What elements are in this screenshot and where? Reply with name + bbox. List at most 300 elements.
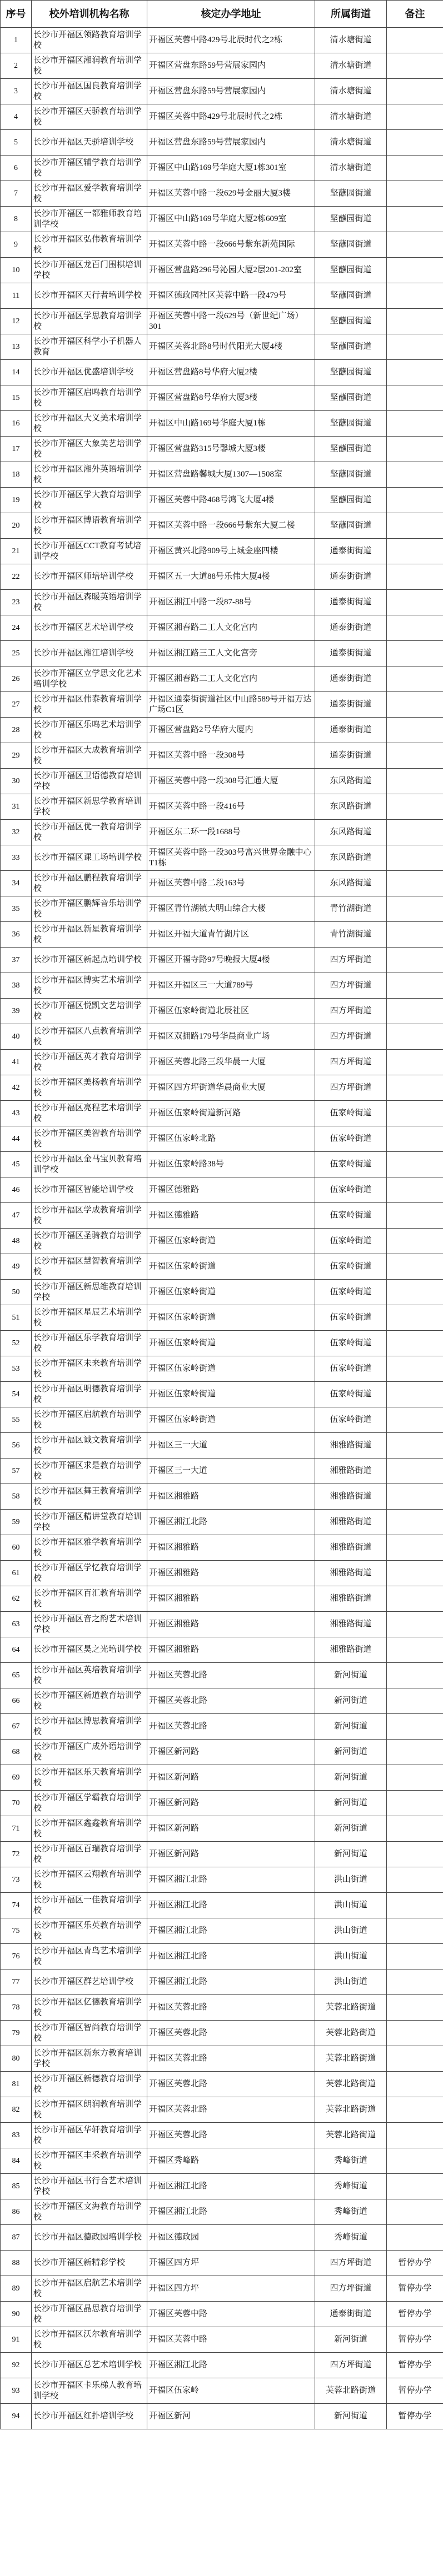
table-row [1,283,443,309]
row-number-cell: 63 [1,1612,32,1637]
table-row [1,2199,443,2225]
table-row [1,2021,443,2046]
street-cell: 东风路街道 [315,794,387,820]
street-cell: 湘雅路街道 [315,1586,387,1612]
row-number-cell: 45 [1,1152,32,1177]
note-cell [387,1918,443,1944]
table-row [1,1637,443,1663]
address-cell: 开福区伍家岭 [147,2378,315,2404]
street-cell: 清水塘街道 [315,79,387,104]
table-row [1,334,443,360]
address-cell: 开福区三一大道 [147,1433,315,1459]
street-cell: 青竹湖街道 [315,922,387,948]
school-name-cell: 长沙市开福区课工场培训学校 [32,845,147,871]
row-number-cell: 16 [1,411,32,437]
row-number-cell: 17 [1,437,32,462]
address-cell: 开福区湘雅路 [147,1612,315,1637]
address-cell: 开福区营盘东路59号营展家园内 [147,53,315,79]
table-row [1,743,443,769]
school-name-cell: 长沙市开福区鹏程教育培训学校 [32,871,147,896]
row-number-cell: 94 [1,2404,32,2429]
note-cell [387,615,443,641]
address-cell: 开福区芙蓉北路 [147,1995,315,2021]
row-number-cell: 48 [1,1229,32,1254]
row-number-cell: 23 [1,590,32,615]
street-cell: 秀峰街道 [315,2174,387,2199]
table-row [1,973,443,999]
table-row [1,1791,443,1816]
address-cell: 开福区德政园社区芙蓉中路一段479号 [147,283,315,309]
address-cell: 开福区双拥路179号华晨商业广场 [147,1024,315,1050]
school-name-cell: 长沙市开福区新思维教育培训学校 [32,1280,147,1305]
note-cell [387,1867,443,1893]
row-number-cell: 20 [1,513,32,539]
address-cell: 开福区芙蓉中路一段666号紫东新苑国际 [147,232,315,258]
school-name-cell: 长沙市开福区大义美术培训学校 [32,411,147,437]
table-row [1,641,443,666]
note-cell [387,896,443,922]
table-row [1,1331,443,1356]
address-cell: 开福区营盘路8号华府大厦2楼 [147,360,315,385]
table-row [1,53,443,79]
note-cell [387,1356,443,1382]
street-cell: 通泰街街道 [315,2302,387,2327]
row-number-cell: 6 [1,156,32,181]
row-number-cell: 33 [1,845,32,871]
street-cell: 伍家岭街道 [315,1382,387,1407]
street-cell: 清水塘街道 [315,53,387,79]
note-cell [387,79,443,104]
row-number-cell: 59 [1,1510,32,1535]
school-name-cell: 长沙市开福区雅学教育培训学校 [32,1535,147,1561]
street-cell: 坚蘸园街道 [315,181,387,207]
street-cell: 秀峰街道 [315,2199,387,2225]
note-cell [387,130,443,156]
row-number-cell: 18 [1,462,32,488]
school-name-cell: 长沙市开福区广成外语培训学校 [32,1740,147,1765]
table-row [1,1995,443,2021]
address-cell: 开福区芙蓉北路 [147,1663,315,1688]
school-name-cell: 长沙市开福区新东方教育培训学校 [32,2046,147,2072]
table-row [1,2225,443,2251]
table-row [1,539,443,564]
school-name-cell: 长沙市开福区一佳教育培训学校 [32,1893,147,1918]
table-row [1,1101,443,1126]
table-row [1,769,443,794]
school-name-cell: 长沙市开福区优一教育培训学校 [32,820,147,845]
note-cell [387,258,443,283]
row-number-cell: 11 [1,283,32,309]
street-cell: 通泰街街道 [315,718,387,743]
street-cell: 洪山街道 [315,1893,387,1918]
street-cell: 伍家岭街道 [315,1331,387,1356]
street-cell: 坚蘸园街道 [315,207,387,232]
table-row [1,2148,443,2174]
address-cell: 开福区伍家岭北路 [147,1126,315,1152]
table-row [1,615,443,641]
street-cell: 坚蘸园街道 [315,232,387,258]
school-name-cell: 长沙市开福区百汇教育培训学校 [32,1586,147,1612]
row-number-cell: 49 [1,1254,32,1280]
table-row [1,1535,443,1561]
address-cell: 开福区营盘路296号沁园大厦2层201-202室 [147,258,315,283]
note-cell [387,2097,443,2123]
street-cell: 四方坪街道 [315,2353,387,2378]
row-number-cell: 36 [1,922,32,948]
address-cell: 开福区湘雅路 [147,1586,315,1612]
address-cell: 开福区芙蓉中路一段308号汇通大厦 [147,769,315,794]
address-cell: 开福区新河 [147,2404,315,2429]
street-cell: 坚蘸园街道 [315,283,387,309]
address-cell: 开福区黄兴北路909号上城金座四楼 [147,539,315,564]
table-row [1,1305,443,1331]
note-cell [387,1637,443,1663]
table-row [1,513,443,539]
note-cell [387,1944,443,1969]
school-name-cell: 长沙市开福区一都雅师教育培训学校 [32,207,147,232]
school-name-cell: 长沙市开福区学霸教育培训学校 [32,1791,147,1816]
school-name-cell: 长沙市开福区新精彩学校 [32,2251,147,2276]
street-cell: 伍家岭街道 [315,1407,387,1433]
school-name-cell: 长沙市开福区华轩教育培训学校 [32,2123,147,2148]
row-number-cell: 2 [1,53,32,79]
note-cell [387,1075,443,1101]
table-row [1,1356,443,1382]
street-cell: 通泰街街道 [315,641,387,666]
address-cell: 开福区芙蓉北路 [147,1714,315,1740]
school-name-cell: 长沙市开福区CCT教育考试培训学校 [32,539,147,564]
note-cell [387,1229,443,1254]
table-row [1,896,443,922]
street-cell: 伍家岭街道 [315,1229,387,1254]
header-cell-name: 校外培训机构名称 [32,1,147,28]
note-cell [387,232,443,258]
address-cell: 开福区芙蓉中路一段629号（新世纪广场）301 [147,309,315,334]
school-name-cell: 长沙市开福区慧智教育培训学校 [32,1254,147,1280]
row-number-cell: 35 [1,896,32,922]
note-cell [387,1382,443,1407]
table-row [1,1382,443,1407]
row-number-cell: 41 [1,1050,32,1075]
address-cell: 开福区德雅路 [147,1177,315,1203]
header-cell-note: 备注 [387,1,443,28]
street-cell: 芙蓉北路街道 [315,2378,387,2404]
row-number-cell: 29 [1,743,32,769]
school-name-cell: 长沙市开福区亿德教育培训学校 [32,1995,147,2021]
row-number-cell: 10 [1,258,32,283]
address-cell: 开福区湘雅路 [147,1561,315,1586]
row-number-cell: 14 [1,360,32,385]
table-row [1,666,443,692]
row-number-cell: 71 [1,1816,32,1842]
school-name-cell: 长沙市开福区书行合艺术培训学校 [32,2174,147,2199]
street-cell: 四方坪街道 [315,2276,387,2302]
street-cell: 坚蘸园街道 [315,462,387,488]
row-number-cell: 50 [1,1280,32,1305]
row-number-cell: 83 [1,2123,32,2148]
street-cell: 湘雅路街道 [315,1484,387,1510]
row-number-cell: 65 [1,1663,32,1688]
school-name-cell: 长沙市开福区晶思教育培训学校 [32,2302,147,2327]
row-number-cell: 8 [1,207,32,232]
row-number-cell: 60 [1,1535,32,1561]
note-cell [387,973,443,999]
header-cell-no: 序号 [1,1,32,28]
school-name-cell: 长沙市开福区优盛培训学校 [32,360,147,385]
address-cell: 开福区营盘东路59号营展家园内 [147,79,315,104]
address-cell: 开福区湘雅路 [147,1637,315,1663]
address-cell: 开福区伍家岭街道 [147,1305,315,1331]
table-row [1,2174,443,2199]
address-cell: 开福区芙蓉中路 [147,2302,315,2327]
school-name-cell: 长沙市开福区学大教育培训学校 [32,488,147,513]
school-name-cell: 长沙市开福区爱学教育培训学校 [32,181,147,207]
address-cell: 开福区芙蓉中路一段303号富兴世界金融中心T1栋 [147,845,315,871]
row-number-cell: 66 [1,1688,32,1714]
school-name-cell: 长沙市开福区文海教育培训学校 [32,2199,147,2225]
row-number-cell: 61 [1,1561,32,1586]
school-name-cell: 长沙市开福区未来教育培训学校 [32,1356,147,1382]
row-number-cell: 72 [1,1842,32,1867]
note-cell [387,283,443,309]
school-name-cell: 长沙市开福区大象美艺培训学校 [32,437,147,462]
address-cell: 开福区芙蓉北路三段华晨一大厦 [147,1050,315,1075]
row-number-cell: 44 [1,1126,32,1152]
note-cell: 暂停办学 [387,2404,443,2429]
address-cell: 开福区四方坪街道华晨商业大厦 [147,1075,315,1101]
school-name-cell: 长沙市开福区新德教育培训学校 [32,2072,147,2097]
note-cell [387,1459,443,1484]
row-number-cell: 55 [1,1407,32,1433]
row-number-cell: 75 [1,1918,32,1944]
row-number-cell: 19 [1,488,32,513]
address-cell: 开福区中山路169号华庭大厦1栋 [147,411,315,437]
note-cell [387,1535,443,1561]
street-cell: 伍家岭街道 [315,1356,387,1382]
address-cell: 开福区芙蓉中路429号北辰时代之2栋 [147,28,315,53]
note-cell [387,437,443,462]
address-cell: 开福区营盘东路59号营展家园内 [147,130,315,156]
row-number-cell: 64 [1,1637,32,1663]
street-cell: 四方坪街道 [315,948,387,973]
school-name-cell: 长沙市开福区朗润教育培训学校 [32,2097,147,2123]
note-cell [387,156,443,181]
note-cell [387,1586,443,1612]
school-name-cell: 长沙市开福区博思教育培训学校 [32,1714,147,1740]
table-row [1,820,443,845]
row-number-cell: 30 [1,769,32,794]
street-cell: 新河街道 [315,1816,387,1842]
row-number-cell: 89 [1,2276,32,2302]
street-cell: 通泰街街道 [315,666,387,692]
street-cell: 湘雅路街道 [315,1561,387,1586]
row-number-cell: 51 [1,1305,32,1331]
header-cell-street: 所属街道 [315,1,387,28]
table-row [1,2276,443,2302]
school-name-cell: 长沙市开福区云翔教育培训学校 [32,1867,147,1893]
school-name-cell: 长沙市开福区乐学教育培训学校 [32,1331,147,1356]
street-cell: 洪山街道 [315,1918,387,1944]
table-row [1,1688,443,1714]
note-cell [387,1995,443,2021]
street-cell: 坚蘸园街道 [315,488,387,513]
school-name-cell: 长沙市开福区新思学教育培训学校 [32,794,147,820]
row-number-cell: 40 [1,1024,32,1050]
street-cell: 新河街道 [315,1663,387,1688]
school-name-cell: 长沙市开福区天行者培训学校 [32,283,147,309]
table-row [1,1254,443,1280]
row-number-cell: 52 [1,1331,32,1356]
row-number-cell: 74 [1,1893,32,1918]
note-cell [387,1510,443,1535]
table-row [1,1459,443,1484]
street-cell: 芙蓉北路街道 [315,2123,387,2148]
street-cell: 秀峰街道 [315,2225,387,2251]
street-cell: 坚蘸园街道 [315,411,387,437]
school-name-cell: 长沙市开福区精讲堂教育培训学校 [32,1510,147,1535]
school-name-cell: 长沙市开福区智尚教育培训学校 [32,2021,147,2046]
table-row [1,794,443,820]
school-name-cell: 长沙市开福区湘外英语培训学校 [32,462,147,488]
note-cell [387,385,443,411]
street-cell: 湘雅路街道 [315,1612,387,1637]
row-number-cell: 79 [1,2021,32,2046]
street-cell: 东风路街道 [315,820,387,845]
note-cell: 暂停办学 [387,2378,443,2404]
address-cell: 开福区湘江北路 [147,1918,315,1944]
row-number-cell: 58 [1,1484,32,1510]
table-row [1,1612,443,1637]
table-row [1,1050,443,1075]
note-cell: 暂停办学 [387,2302,443,2327]
street-cell: 湘雅路街道 [315,1510,387,1535]
note-cell [387,334,443,360]
note-cell [387,1791,443,1816]
table-row [1,2404,443,2429]
row-number-cell: 42 [1,1075,32,1101]
note-cell [387,1612,443,1637]
row-number-cell: 7 [1,181,32,207]
street-cell: 坚蘸园街道 [315,513,387,539]
table-row [1,1407,443,1433]
note-cell [387,999,443,1024]
street-cell: 东风路街道 [315,871,387,896]
table-row [1,1867,443,1893]
table-row [1,232,443,258]
address-cell: 开福区芙蓉中路一段666号紫东大厦二楼 [147,513,315,539]
row-number-cell: 56 [1,1433,32,1459]
address-cell: 开福区湘春路二工人文化宫内 [147,666,315,692]
table-row [1,590,443,615]
address-cell: 开福区芙蓉北路 [147,2046,315,2072]
street-cell: 湘雅路街道 [315,1459,387,1484]
note-cell: 暂停办学 [387,2327,443,2353]
note-cell [387,1484,443,1510]
note-cell [387,922,443,948]
address-cell: 开福区新河路 [147,1791,315,1816]
table-row [1,411,443,437]
street-cell: 新河街道 [315,1740,387,1765]
address-cell: 开福区中山路169号华庭大厦2栋609室 [147,207,315,232]
row-number-cell: 84 [1,2148,32,2174]
row-number-cell: 67 [1,1714,32,1740]
address-cell: 开福区新河路 [147,1765,315,1791]
row-number-cell: 3 [1,79,32,104]
row-number-cell: 4 [1,104,32,130]
address-cell: 开福区伍家岭街道北辰社区 [147,999,315,1024]
note-cell [387,1126,443,1152]
school-name-cell: 长沙市开福区星辰艺术培训学校 [32,1305,147,1331]
address-cell: 开福区德雅路 [147,1203,315,1229]
address-cell: 开福区湘江北路 [147,1944,315,1969]
street-cell: 通泰街街道 [315,590,387,615]
street-cell: 新河街道 [315,1791,387,1816]
table-row [1,2353,443,2378]
street-cell: 坚蘸园街道 [315,309,387,334]
school-name-cell: 长沙市开福区青鸟艺术培训学校 [32,1944,147,1969]
school-name-cell: 长沙市开福区湘润教育培训学校 [32,53,147,79]
table-row [1,2046,443,2072]
street-cell: 通泰街街道 [315,692,387,718]
note-cell [387,2021,443,2046]
note-cell [387,2072,443,2097]
school-name-cell: 长沙市开福区新起点培训学校 [32,948,147,973]
school-name-cell: 长沙市开福区诚文教育培训学校 [32,1433,147,1459]
table-body [1,28,443,2429]
row-number-cell: 82 [1,2097,32,2123]
address-cell: 开福区芙蓉北路8号时代阳光大厦4楼 [147,334,315,360]
row-number-cell: 12 [1,309,32,334]
table-row [1,2123,443,2148]
row-number-cell: 80 [1,2046,32,2072]
note-cell [387,1305,443,1331]
note-cell [387,1254,443,1280]
address-cell: 开福区新河路 [147,1842,315,1867]
table-row [1,1663,443,1688]
row-number-cell: 69 [1,1765,32,1791]
street-cell: 芙蓉北路街道 [315,2072,387,2097]
table-row [1,1918,443,1944]
table-row [1,309,443,334]
street-cell: 通泰街街道 [315,743,387,769]
school-name-cell: 长沙市开福区鹏辉音乐培训学校 [32,896,147,922]
address-cell: 开福区芙蓉中路429号北辰时代之2栋 [147,104,315,130]
note-cell [387,1663,443,1688]
row-number-cell: 15 [1,385,32,411]
table-row [1,156,443,181]
table-row [1,1433,443,1459]
row-number-cell: 21 [1,539,32,564]
note-cell [387,1893,443,1918]
note-cell [387,1816,443,1842]
row-number-cell: 37 [1,948,32,973]
school-name-cell: 长沙市开福区群艺培训学校 [32,1969,147,1995]
street-cell: 湘雅路街道 [315,1637,387,1663]
street-cell: 通泰街街道 [315,539,387,564]
street-cell: 坚蘸园街道 [315,258,387,283]
address-cell: 开福区湘江北路 [147,1867,315,1893]
row-number-cell: 22 [1,564,32,590]
street-cell: 伍家岭街道 [315,1254,387,1280]
note-cell [387,794,443,820]
note-cell [387,718,443,743]
table-row [1,104,443,130]
street-cell: 洪山街道 [315,1944,387,1969]
address-cell: 开福区湘雅路 [147,1484,315,1510]
row-number-cell: 54 [1,1382,32,1407]
row-number-cell: 81 [1,2072,32,2097]
school-name-cell: 长沙市开福区沃尔教育培训学校 [32,2327,147,2353]
